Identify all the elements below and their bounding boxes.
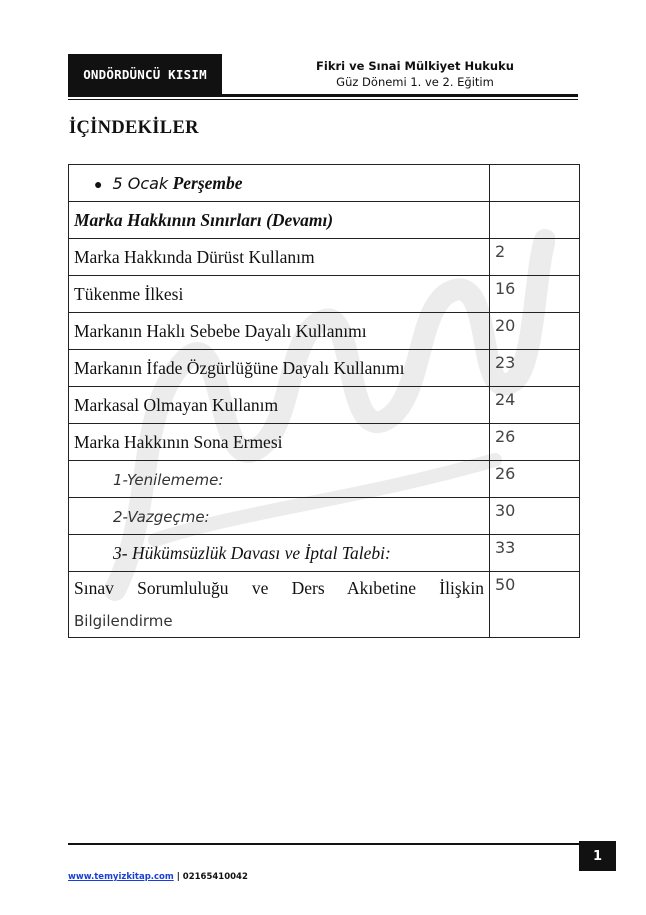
toc-page: 23 — [490, 350, 580, 387]
toc-section-row — [69, 202, 580, 239]
toc-subentry-text: 1-Yenilememe: — [113, 470, 224, 489]
toc-day: Perşembe — [172, 172, 243, 193]
toc-entry-title[interactable]: Tükenme İlkesi — [69, 276, 490, 313]
bullet-icon: ● — [94, 177, 103, 193]
toc-page: 50 — [490, 572, 580, 638]
toc-page — [490, 202, 580, 239]
toc-page: 26 — [490, 461, 580, 498]
toc-entry-title[interactable]: Markanın İfade Özgürlüğüne Dayalı Kullanımı — [69, 350, 490, 387]
toc-last-entry-line1: Sınav Sorumluluğu ve Ders Akıbetine İlişkin — [74, 578, 484, 598]
toc-page — [490, 165, 580, 202]
footer-page-number-box — [579, 841, 616, 871]
toc-page: 30 — [490, 498, 580, 535]
footer-website-link[interactable]: www.temyizkitap.com — [68, 872, 174, 882]
course-title: Fikri ve Sınai Mülkiyet Hukuku — [316, 59, 514, 73]
toc-page: 20 — [490, 313, 580, 350]
toc-subentry-row — [69, 498, 580, 535]
toc-subentry-row — [69, 461, 580, 498]
toc-page: 24 — [490, 387, 580, 424]
footer-separator: | — [176, 872, 180, 882]
toc-entry-row — [69, 239, 580, 276]
toc-entry-row — [69, 276, 580, 313]
section-label-box — [68, 54, 222, 94]
toc-heading: İÇİNDEKİLER — [69, 118, 199, 138]
toc-subentry-row — [69, 535, 580, 572]
toc-entry-row — [69, 313, 580, 350]
toc-table — [68, 164, 580, 638]
toc-last-row — [69, 572, 580, 638]
toc-section-title[interactable]: Marka Hakkının Sınırları (Devamı) — [69, 202, 490, 239]
toc-entry-title[interactable]: Marka Hakkında Dürüst Kullanım — [69, 239, 490, 276]
toc-page: 2 — [490, 239, 580, 276]
toc-page: 26 — [490, 424, 580, 461]
toc-page: 33 — [490, 535, 580, 572]
toc-last-entry-title[interactable] — [69, 572, 490, 638]
toc-date: 5 Ocak — [112, 173, 169, 193]
toc-date-row — [69, 165, 580, 202]
term-label: Güz Dönemi 1. ve 2. Eğitim — [336, 75, 494, 89]
header-rule-thin — [68, 99, 578, 100]
toc-entry-title[interactable]: Markasal Olmayan Kullanım — [69, 387, 490, 424]
footer-contact — [68, 872, 248, 882]
footer-rule — [68, 843, 579, 845]
header-rule-thick — [68, 94, 578, 97]
toc-subentry-text: 2-Vazgeçme: — [113, 507, 210, 526]
section-label: ONDÖRDÜNCÜ KISIM — [83, 66, 207, 82]
toc-subentry-title[interactable] — [69, 498, 490, 535]
toc-entry-title[interactable]: Markanın Haklı Sebebe Dayalı Kullanımı — [69, 313, 490, 350]
toc-subentry-title[interactable] — [69, 461, 490, 498]
toc-entry-row — [69, 387, 580, 424]
toc-entry-row — [69, 424, 580, 461]
toc-last-entry-line2: Bilgilendirme — [74, 612, 173, 630]
toc-entry-row — [69, 350, 580, 387]
toc-page: 16 — [490, 276, 580, 313]
footer-page-number: 1 — [592, 848, 603, 864]
toc-date-cell — [69, 165, 490, 202]
footer-phone: 02165410042 — [182, 872, 248, 882]
toc-subentry-title[interactable]: 3- Hükümsüzlük Davası ve İptal Talebi: — [69, 535, 490, 572]
toc-entry-title[interactable]: Marka Hakkının Sona Ermesi — [69, 424, 490, 461]
